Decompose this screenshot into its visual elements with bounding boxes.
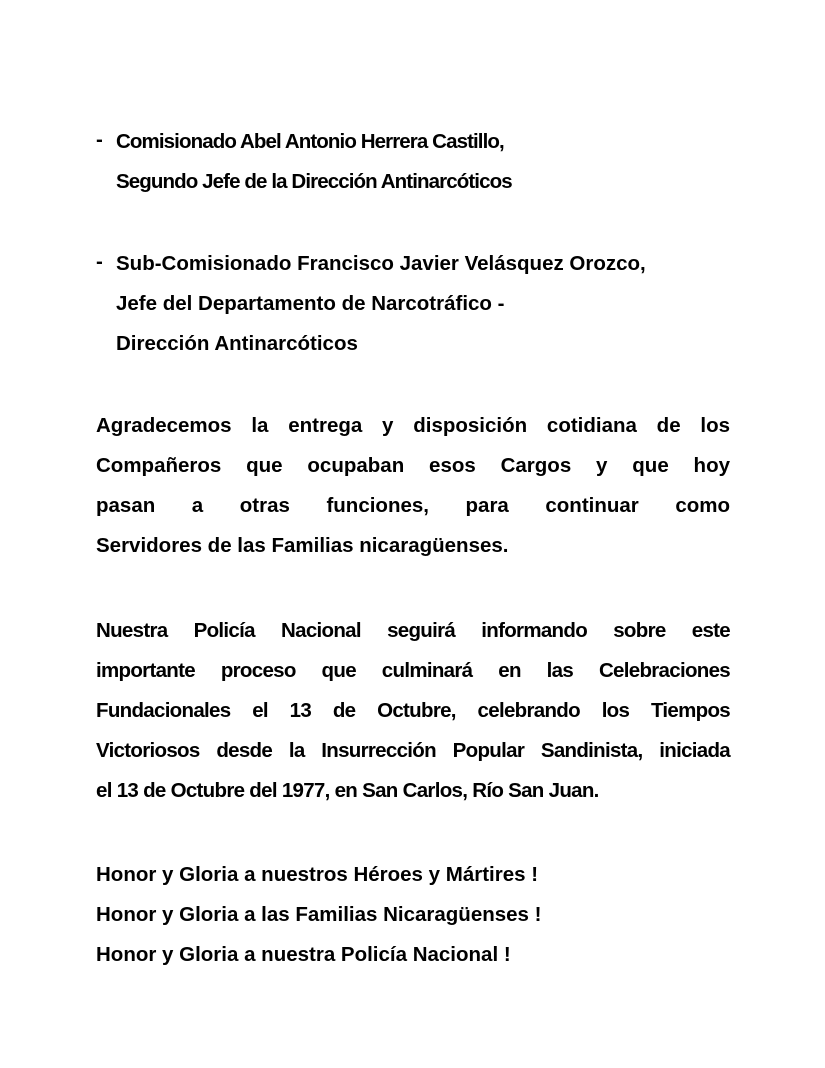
- paragraph-line: Agradecemos la entrega y disposición cotidiana de los: [96, 414, 730, 437]
- closing-line: Honor y Gloria a nuestra Policía Nacional !: [96, 943, 511, 966]
- paragraph-line: pasan a otras funciones, para continuar como: [96, 494, 730, 517]
- paragraph-announcement: [96, 617, 730, 817]
- paragraph-line: Servidores de las Familias nicaragüenses.: [96, 534, 509, 557]
- closing-line: Honor y Gloria a nuestros Héroes y Mártires !: [96, 863, 539, 886]
- paragraph-line: Victoriosos desde la Insurrección Popular Sandinista, iniciada: [96, 739, 730, 762]
- list-item-line: Sub-Comisionado Francisco Javier Velásquez Orozco,: [116, 252, 646, 275]
- paragraph-line: Nuestra Policía Nacional seguirá informando sobre este: [96, 619, 730, 642]
- list-item-lines: [116, 250, 736, 370]
- list-item-line: Dirección Antinarcóticos: [116, 332, 358, 355]
- list-item-lines: [116, 128, 736, 208]
- paragraph-line: Fundacionales el 13 de Octubre, celebrando los Tiempos: [96, 699, 730, 722]
- list-item: [96, 128, 736, 208]
- list-item: [96, 250, 736, 370]
- paragraph-line: el 13 de Octubre del 1977, en San Carlos, Río San Juan.: [96, 779, 599, 802]
- closing-block: [96, 861, 736, 981]
- list-item-line: Jefe del Departamento de Narcotráfico -: [116, 292, 505, 315]
- list-dash: -: [96, 128, 102, 151]
- paragraph-thanks: [96, 412, 730, 572]
- list-item-line: Segundo Jefe de la Dirección Antinarcóticos: [116, 170, 512, 193]
- paragraph-line: importante proceso que culminará en las Celebraciones: [96, 659, 730, 682]
- list-dash: -: [96, 250, 103, 273]
- list-item-line: Comisionado Abel Antonio Herrera Castillo,: [116, 130, 504, 153]
- closing-line: Honor y Gloria a las Familias Nicaragüenses !: [96, 903, 542, 926]
- paragraph-line: Compañeros que ocupaban esos Cargos y que hoy: [96, 454, 730, 477]
